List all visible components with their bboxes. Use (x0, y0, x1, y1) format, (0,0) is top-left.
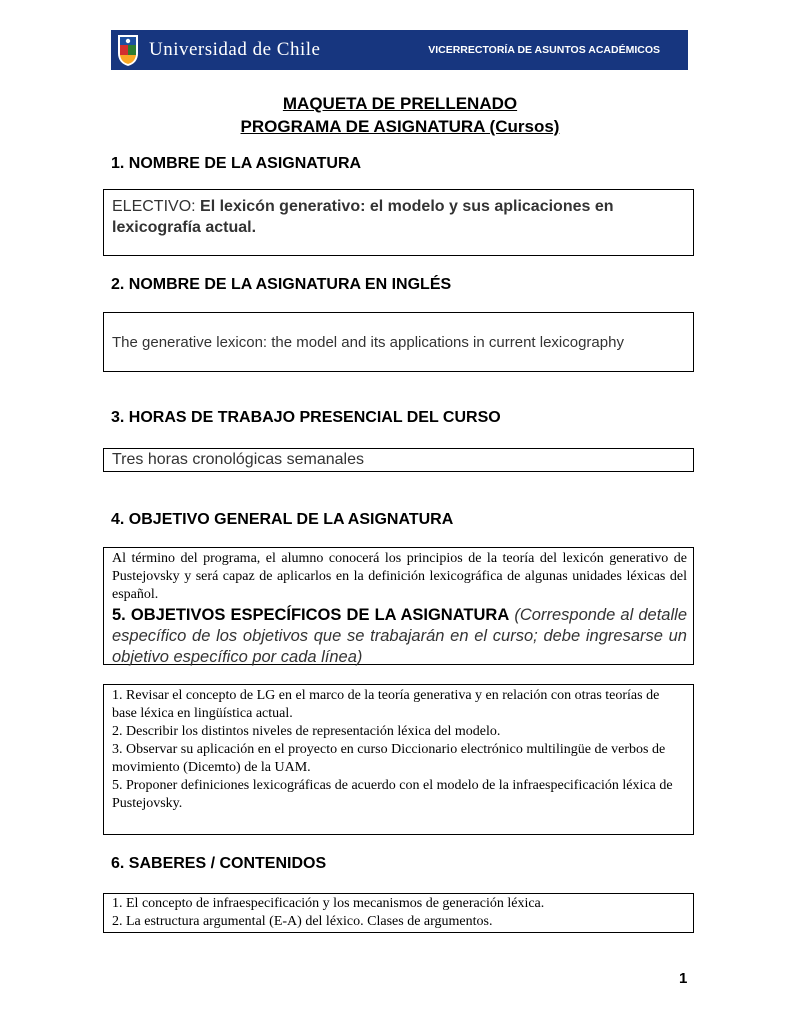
university-crest-icon (117, 33, 139, 67)
section-3-heading: 3. HORAS DE TRABAJO PRESENCIAL DEL CURSO (111, 409, 501, 426)
english-name-box (103, 312, 694, 372)
section-1-heading: 1. NOMBRE DE LA ASIGNATURA (111, 155, 362, 172)
specific-objectives-block (112, 605, 687, 668)
content-item: 1. El concepto de infraespecificación y los mecanismos de generación léxica. (112, 896, 545, 911)
hours-text: Tres horas cronológicas semanales (112, 451, 364, 468)
objectives-box (103, 547, 694, 665)
contents-box (103, 893, 694, 933)
objective-item: 5. Proponer definiciones lexicográficas de acuerdo con el modelo de la infraespecificación léxica de Pustejovsky. (112, 778, 673, 811)
section-2-heading: 2. NOMBRE DE LA ASIGNATURA EN INGLÉS (111, 276, 452, 293)
objective-item: 3. Observar su aplicación en el proyecto en curso Diccionario electrónico multilingüe de verbos de movimiento (Dicemto) de la UAM. (112, 742, 666, 775)
objective-item: 1. Revisar el concepto de LG en el marco de la teoría generativa y en relación con otras teorías de base léxica en lingüística actual. (112, 688, 660, 721)
section-4-heading: 4. OBJETIVO GENERAL DE LA ASIGNATURA (111, 511, 454, 528)
english-name: The generative lexicon: the model and its applications in current lexicography (112, 334, 624, 351)
section-6-heading: 6. SABERES / CONTENIDOS (111, 855, 327, 872)
page-number: 1 (679, 970, 688, 987)
document-subtitle: PROGRAMA DE ASIGNATURA (Cursos) (240, 117, 560, 136)
course-name-box (103, 189, 694, 256)
course-name (112, 196, 685, 238)
office-name: VICERRECTORÍA DE ASUNTOS ACADÉMICOS (428, 44, 660, 56)
hours-box (103, 448, 694, 472)
header-banner (111, 30, 688, 70)
university-name: Universidad de Chile (149, 39, 321, 60)
objective-item: 2. Describir los distintos niveles de representación léxica del modelo. (112, 724, 501, 739)
course-title: El lexicón generativo: el modelo y sus aplicaciones en lexicografía actual. (112, 198, 614, 236)
content-item: 2. La estructura argumental (E-A) del léxico. Clases de argumentos. (112, 914, 493, 929)
document-title: MAQUETA DE PRELLENADO (282, 94, 518, 113)
section-5-note: (Corresponde al detalle específico de los objetivos que se trabajarán en el curso; debe ingresarse un objetivo específico por cada línea) (112, 606, 687, 666)
elective-label: ELECTIVO: (112, 198, 201, 215)
specific-objectives-box (103, 684, 694, 835)
general-objective: Al término del programa, el alumno conocerá los principios de la teoría del lexicón generativo de Pustejovsky y será capaz de aplicarlos en la definición lexicográfica de algunas unidades léxicas del español. (112, 551, 687, 602)
section-5-heading: 5. OBJETIVOS ESPECÍFICOS DE LA ASIGNATURA (112, 606, 510, 624)
